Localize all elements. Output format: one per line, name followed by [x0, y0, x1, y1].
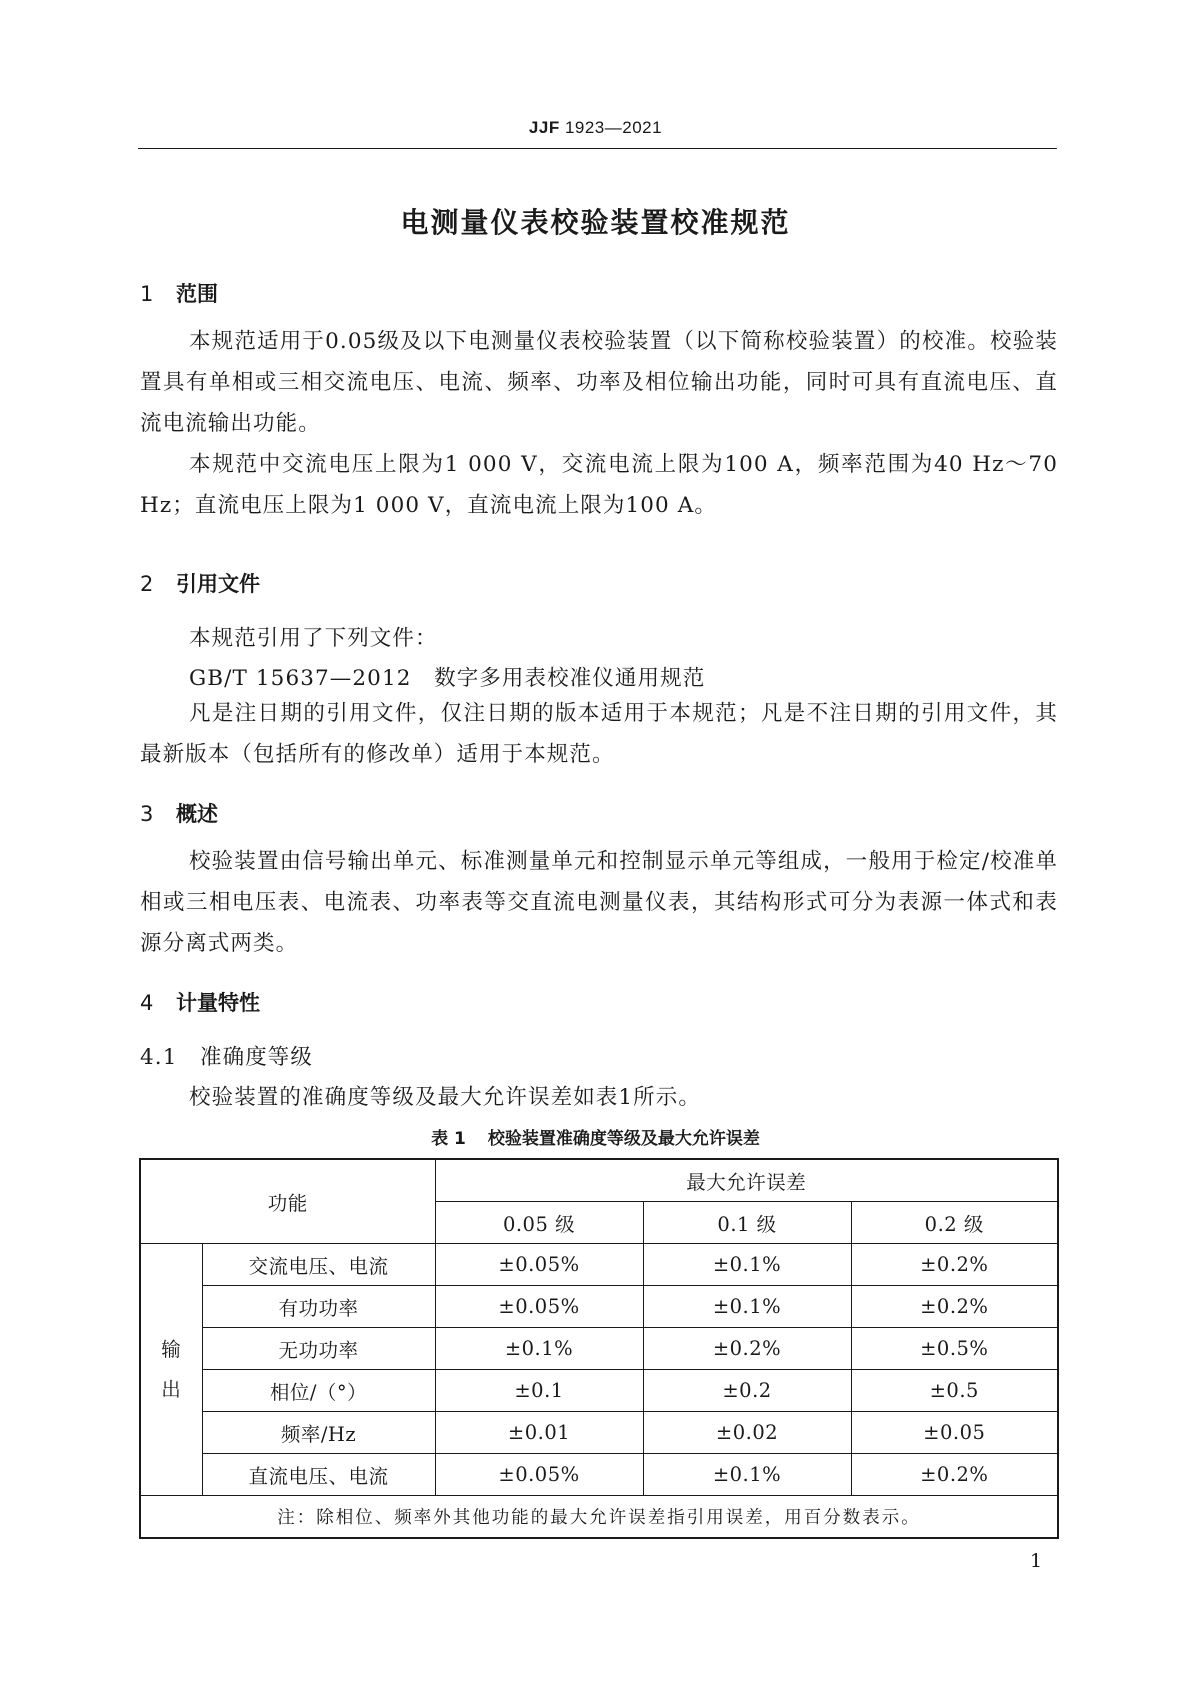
- subsection-4-1-paragraph: 校验装置的准确度等级及最大允许误差如表1所示。: [189, 1085, 701, 1110]
- table-note-row: [140, 1496, 1058, 1539]
- section-number: 4: [140, 991, 154, 1015]
- table-row: [140, 1286, 1058, 1328]
- table-header-row: [140, 1159, 1058, 1202]
- function-name: 直流电压、电流: [202, 1454, 435, 1496]
- mpe-value: ±0.2%: [643, 1328, 851, 1370]
- mpe-value: ±0.01: [435, 1412, 643, 1454]
- mpe-value: ±0.1%: [435, 1328, 643, 1370]
- standard-code: [0, 118, 1191, 138]
- mpe-value: ±0.05: [851, 1412, 1058, 1454]
- section-title: 概述: [176, 802, 218, 826]
- section-1-paragraph-1: 本规范适用于0.05级及以下电测量仪表校验装置（以下简称校验装置）的校准。校验装置具有单相或三相交流电压、电流、频率、功率及相位输出功能，同时可具有直流电压、直流电流输出功能。: [140, 329, 1058, 436]
- standard-code-prefix: JJF: [528, 118, 560, 137]
- standard-code-number: 1923—2021: [564, 118, 663, 137]
- group-label-char: 出: [161, 1377, 182, 1401]
- function-name: 有功功率: [202, 1286, 435, 1328]
- section-number: 2: [140, 572, 154, 596]
- reference-document: GB/T 15637—2012 数字多用表校准仪通用规范: [189, 666, 706, 691]
- function-name: 频率/Hz: [202, 1412, 435, 1454]
- table-note: 注：除相位、频率外其他功能的最大允许误差指引用误差，用百分数表示。: [140, 1496, 1058, 1539]
- section-2-paragraph: 凡是注日期的引用文件，仅注日期的版本适用于本规范；凡是不注日期的引用文件，其最新版本（包括所有的修改单）适用于本规范。: [140, 701, 1058, 767]
- function-name: 无功功率: [202, 1328, 435, 1370]
- section-1-paragraph-2: 本规范中交流电压上限为1 000 V，交流电流上限为100 A，频率范围为40 Hz～70 Hz；直流电压上限为1 000 V，直流电流上限为100 A。: [140, 452, 1058, 518]
- subsection-number: 4.1: [140, 1045, 178, 1070]
- section-3-heading: [140, 798, 218, 828]
- mpe-value: ±0.02: [643, 1412, 851, 1454]
- mpe-value: ±0.2: [643, 1370, 851, 1412]
- mpe-value: ±0.1%: [643, 1286, 851, 1328]
- mpe-value: ±0.05%: [435, 1286, 643, 1328]
- table-row: [140, 1412, 1058, 1454]
- table-row: [140, 1454, 1058, 1496]
- section-2-intro: 本规范引用了下列文件：: [189, 626, 438, 651]
- mpe-value: ±0.2%: [851, 1286, 1058, 1328]
- section-2-heading: [140, 568, 260, 598]
- mpe-value: ±0.05%: [435, 1244, 643, 1286]
- table-row: [140, 1244, 1058, 1286]
- mpe-value: ±0.1: [435, 1370, 643, 1412]
- mpe-value: ±0.1%: [643, 1454, 851, 1496]
- section-title: 引用文件: [176, 572, 260, 596]
- section-title: 计量特性: [176, 991, 260, 1015]
- section-number: 1: [140, 282, 154, 306]
- document-title: 电测量仪表校验装置校准规范: [400, 206, 791, 239]
- header-rule: [138, 148, 1057, 149]
- section-title: 范围: [176, 282, 218, 306]
- output-group-label: [140, 1244, 202, 1496]
- table-caption: [0, 1124, 1191, 1149]
- section-4-heading: [140, 987, 260, 1017]
- mpe-value: ±0.05%: [435, 1454, 643, 1496]
- page-number: 1: [1030, 1550, 1043, 1572]
- table-caption-number: 表 1: [431, 1129, 466, 1149]
- section-number: 3: [140, 802, 154, 826]
- mpe-value: ±0.5%: [851, 1328, 1058, 1370]
- subsection-4-1-heading: [140, 1040, 313, 1071]
- mpe-value: ±0.5: [851, 1370, 1058, 1412]
- accuracy-table: [139, 1158, 1059, 1539]
- table-row: [140, 1328, 1058, 1370]
- header-max-permissible-error: 最大允许误差: [435, 1159, 1058, 1202]
- function-name: 相位/（°）: [202, 1370, 435, 1412]
- group-label-char: 输: [161, 1337, 182, 1361]
- grade-header: 0.05 级: [435, 1202, 643, 1244]
- grade-header: 0.1 级: [643, 1202, 851, 1244]
- mpe-value: ±0.2%: [851, 1454, 1058, 1496]
- section-1-heading: [140, 278, 218, 308]
- table-row: [140, 1370, 1058, 1412]
- header-function: 功能: [140, 1159, 435, 1244]
- section-3-paragraph: 校验装置由信号输出单元、标准测量单元和控制显示单元等组成，一般用于检定/校准单相或三相电压表、电流表、功率表等交直流电测量仪表，其结构形式可分为表源一体式和表源分离式两类。: [140, 849, 1058, 956]
- grade-header: 0.2 级: [851, 1202, 1058, 1244]
- mpe-value: ±0.2%: [851, 1244, 1058, 1286]
- function-name: 交流电压、电流: [202, 1244, 435, 1286]
- subsection-title: 准确度等级: [200, 1045, 314, 1070]
- mpe-value: ±0.1%: [643, 1244, 851, 1286]
- table-caption-title: 校验装置准确度等级及最大允许误差: [487, 1129, 760, 1149]
